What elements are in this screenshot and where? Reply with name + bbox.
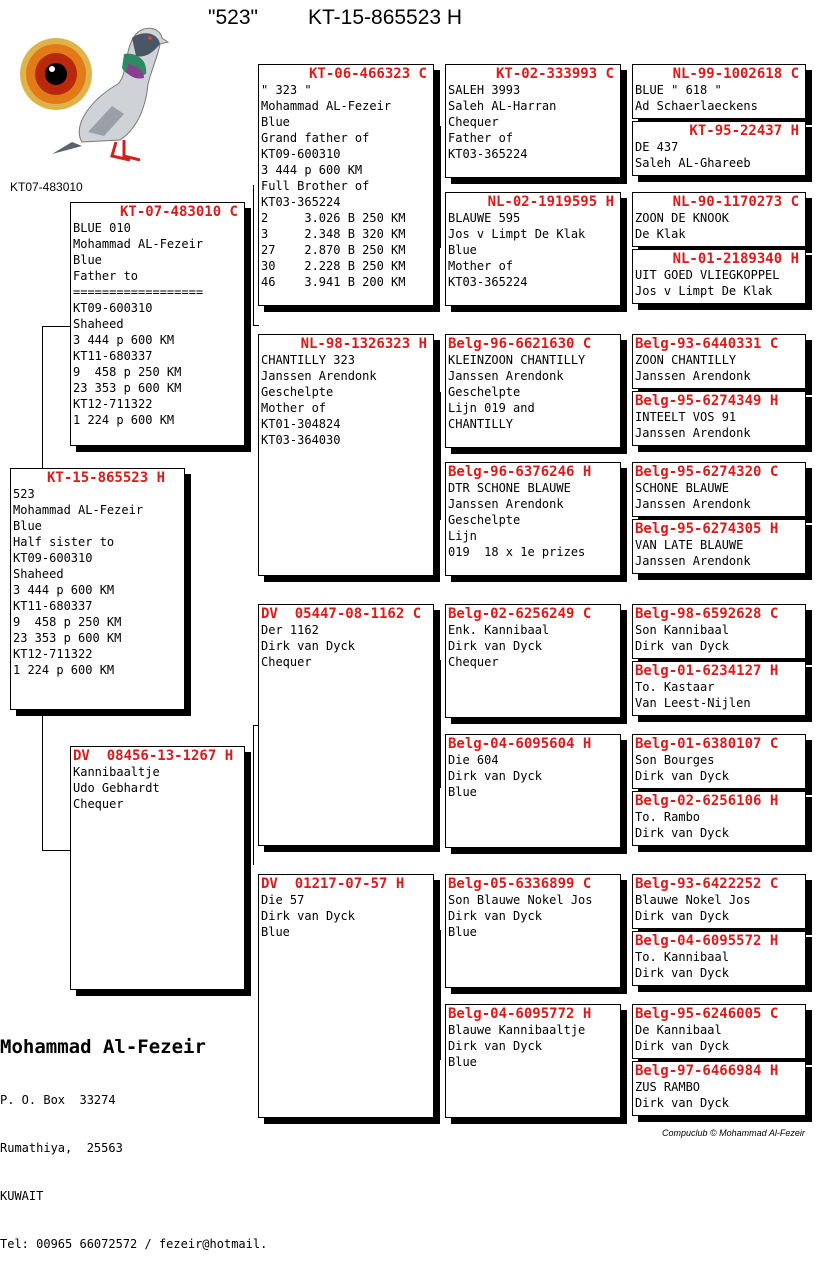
g5-card[interactable] (632, 874, 806, 929)
ring-number: Belg-96-6376246 H (448, 464, 592, 480)
connector-line (626, 634, 627, 690)
card-line: 019 18 x 1e prizes (448, 545, 586, 559)
ring-number: Belg-02-6256249 C (448, 606, 592, 622)
card-line: 9 458 p 250 KM (73, 365, 182, 379)
card-line: Dirk van Dyck (261, 639, 355, 653)
card-line: KT09-600310 (73, 301, 153, 315)
address-line: Tel: 00965 66072572 / fezeir@hotmail. (0, 1237, 268, 1251)
card-line: 2 3.026 B 250 KM (261, 211, 406, 225)
card-line: Dirk van Dyck (635, 966, 729, 980)
sire-dam-card[interactable] (258, 334, 434, 576)
ring-number: Belg-98-6592628 C (635, 606, 779, 622)
card-line: DTR SCHONE BLAUWE (448, 481, 571, 495)
card-line: 523 (13, 487, 35, 501)
card-line: Dirk van Dyck (448, 1039, 542, 1053)
card-line: Blue (13, 519, 42, 533)
card-line: Mohammad AL-Fezeir (73, 237, 204, 251)
card-line: To. Kastaar (635, 680, 715, 694)
g5-card[interactable] (632, 931, 806, 986)
card-line: Saleh AL-Ghareeb (635, 156, 751, 170)
card-line: De Kannibaal (635, 1023, 722, 1037)
card-line: CHANTILLY 323 (261, 353, 355, 367)
card-line: ================== (73, 285, 204, 299)
ring-number: Belg-02-6256106 H (635, 793, 779, 809)
card-line: Dirk van Dyck (448, 909, 542, 923)
g5-card[interactable] (632, 462, 806, 517)
card-line: BLAUWE 595 (448, 211, 521, 225)
card-line: Janssen Arendonk (635, 554, 751, 568)
card-line: SALEH 3993 (448, 83, 521, 97)
card-line: UIT GOED VLIEGKOPPEL (635, 268, 780, 282)
card-line: Dirk van Dyck (635, 639, 729, 653)
card-line: BLUE " 618 " (635, 83, 722, 97)
pigeon-photo (12, 14, 172, 166)
address-line: KUWAIT (0, 1189, 44, 1203)
g5-card[interactable] (632, 604, 806, 659)
card-line: 3 444 p 600 KM (73, 333, 175, 347)
connector-line (626, 94, 627, 150)
pigeon-name-heading: "523" (208, 6, 258, 29)
connector-line (440, 930, 441, 1060)
ring-number: Belg-93-6422252 C (635, 876, 779, 892)
subject-card[interactable] (10, 468, 185, 710)
address-line: P. O. Box 33274 (0, 1093, 116, 1107)
card-line: Saleh AL-Harran (448, 99, 557, 113)
card-line: Lijn 019 and (448, 401, 535, 415)
card-line: Mohammad AL-Fezeir (261, 99, 392, 113)
card-line: KT03-365224 (448, 275, 528, 289)
card-line: Father to (73, 269, 139, 283)
ring-number: NL-98-1326323 H (300, 336, 427, 352)
card-line: Chequer (73, 797, 124, 811)
dsd-card[interactable] (445, 734, 621, 848)
card-line: De Klak (635, 227, 686, 241)
ring-number: DV 08456-13-1267 H (73, 748, 234, 764)
g5-card[interactable] (632, 791, 806, 846)
card-line: Mother of (261, 401, 327, 415)
card-line: Dirk van Dyck (635, 909, 729, 923)
card-line: Blauwe Nokel Jos (635, 893, 751, 907)
ring-number: Belg-01-6380107 C (635, 736, 779, 752)
g5-card[interactable] (632, 661, 806, 716)
ring-number: DV 01217-07-57 H (261, 876, 405, 892)
card-line: Geschelpte (448, 513, 521, 527)
photo-ring-label: KT07-483010 (10, 180, 83, 194)
ring-number: Belg-95-6274349 H (635, 393, 779, 409)
g5-card[interactable] (632, 334, 806, 389)
ring-number: KT-15-865523 H (47, 470, 166, 486)
card-line: Blue (448, 925, 477, 939)
ring-number: KT-06-466323 C (308, 66, 427, 82)
card-line: 9 458 p 250 KM (13, 615, 122, 629)
card-line: Jos v Limpt De Klak (448, 227, 586, 241)
dam-sire-card[interactable] (258, 604, 434, 846)
connector-line (440, 126, 441, 248)
g5-card[interactable] (632, 519, 806, 574)
connector-line (440, 392, 441, 520)
ring-number: Belg-97-6466984 H (635, 1063, 779, 1079)
ring-number: Belg-04-6095772 H (448, 1006, 592, 1022)
connector-line (253, 185, 254, 325)
card-line: Ad Schaerlaeckens (635, 99, 758, 113)
card-line: Lijn (448, 529, 477, 543)
card-line: Van Leest-Nijlen (635, 696, 751, 710)
dds-card[interactable] (445, 874, 621, 988)
card-line: Der 1162 (261, 623, 319, 637)
card-line: Blue (73, 253, 102, 267)
connector-line (42, 326, 70, 327)
g5-card[interactable] (632, 121, 806, 176)
copyright-text: Compuclub © Mohammad Al-Fezeir (662, 1128, 805, 1138)
connector-line (626, 762, 627, 818)
ring-number: Belg-05-6336899 C (448, 876, 592, 892)
card-line: Dirk van Dyck (635, 826, 729, 840)
card-line: DE 437 (635, 140, 679, 154)
address-line: Rumathiya, 25563 (0, 1141, 123, 1155)
sdd-card[interactable] (445, 462, 621, 576)
g5-card[interactable] (632, 64, 806, 119)
connector-line (42, 850, 70, 851)
ring-number: KT-02-333993 C (495, 66, 614, 82)
card-line: Son Kannibaal (635, 623, 729, 637)
card-lines (11, 486, 184, 678)
card-line: 23 353 p 600 KM (13, 631, 122, 645)
card-line: 46 3.941 B 200 KM (261, 275, 406, 289)
ring-number: NL-01-2189340 H (672, 251, 799, 267)
card-line: ZOON DE KNOOK (635, 211, 729, 225)
card-line: Blue (448, 785, 477, 799)
card-line: KT03-365224 (261, 195, 341, 209)
card-line: CHANTILLY (448, 417, 514, 431)
card-line: KLEINZOON CHANTILLY (448, 353, 586, 367)
ring-number: Belg-95-6274320 C (635, 464, 779, 480)
card-line: KT09-600310 (261, 147, 341, 161)
card-line: Shaheed (13, 567, 64, 581)
card-line: Janssen Arendonk (635, 497, 751, 511)
ring-number: Belg-95-6246005 C (635, 1006, 779, 1022)
card-line: Son Bourges (635, 753, 715, 767)
card-line: KT09-600310 (13, 551, 93, 565)
connector-line (42, 716, 43, 850)
card-line: ZUS RAMBO (635, 1080, 701, 1094)
card-line: Dirk van Dyck (448, 769, 542, 783)
g5-card[interactable] (632, 249, 806, 304)
sire-sire-card[interactable] (258, 64, 434, 306)
sss-card[interactable] (445, 64, 621, 178)
card-line: 3 2.348 B 320 KM (261, 227, 406, 241)
ring-number: KT-07-483010 C (119, 204, 238, 220)
ddd-card[interactable] (445, 1004, 621, 1118)
card-line: 1 224 p 600 KM (13, 663, 115, 677)
dss-card[interactable] (445, 604, 621, 718)
connector-line (253, 725, 254, 865)
card-line: Janssen Arendonk (635, 369, 751, 383)
card-line: Blue (261, 925, 290, 939)
ring-number: Belg-04-6095572 H (635, 933, 779, 949)
g5-card[interactable] (632, 1004, 806, 1059)
card-line: Chequer (448, 655, 499, 669)
ring-number: Belg-04-6095604 H (448, 736, 592, 752)
g5-card[interactable] (632, 192, 806, 247)
g5-card[interactable] (632, 1061, 806, 1116)
card-line: Mother of (448, 259, 514, 273)
ring-number: NL-90-1170273 C (672, 194, 799, 210)
card-line: VAN LATE BLAUWE (635, 538, 744, 552)
connector-line (253, 325, 259, 326)
card-line: 30 2.228 B 250 KM (261, 259, 406, 273)
card-line: Dirk van Dyck (261, 909, 355, 923)
card-line: Janssen Arendonk (261, 369, 377, 383)
card-line: 23 353 p 600 KM (73, 381, 182, 395)
card-line: SCHONE BLAUWE (635, 481, 729, 495)
card-line: 1 224 p 600 KM (73, 413, 175, 427)
sire-card[interactable] (70, 202, 245, 446)
card-line: KT01-304824 (261, 417, 341, 431)
card-line: " 323 " (261, 83, 312, 97)
card-line: INTEELT VOS 91 (635, 410, 737, 424)
pigeon-ring-heading: KT-15-865523 H (308, 6, 463, 29)
card-line: Chequer (261, 655, 312, 669)
card-line: Dirk van Dyck (448, 639, 542, 653)
card-line: Kannibaaltje (73, 765, 160, 779)
card-line: Dirk van Dyck (635, 1039, 729, 1053)
card-line: Blauwe Kannibaaltje (448, 1023, 586, 1037)
card-line: Geschelpte (448, 385, 521, 399)
card-line: Mohammad AL-Fezeir (13, 503, 144, 517)
g5-card[interactable] (632, 391, 806, 446)
card-line: Janssen Arendonk (448, 369, 564, 383)
card-line: Grand father of (261, 131, 370, 145)
eye-image (20, 38, 92, 110)
card-line: Janssen Arendonk (635, 426, 751, 440)
dam-card[interactable] (70, 746, 245, 990)
ring-number: NL-02-1919595 H (487, 194, 614, 210)
card-line: ZOON CHANTILLY (635, 353, 737, 367)
card-line: Blue (448, 1055, 477, 1069)
card-line: KT11-680337 (13, 599, 93, 613)
card-line: Chequer (448, 115, 499, 129)
ring-number: Belg-96-6621630 C (448, 336, 592, 352)
card-line: To. Rambo (635, 810, 701, 824)
ring-number: Belg-01-6234127 H (635, 663, 779, 679)
card-line: Dirk van Dyck (635, 769, 729, 783)
connector-line (42, 326, 43, 468)
card-line: Enk. Kannibaal (448, 623, 550, 637)
connector-line (626, 1034, 627, 1090)
ring-number: NL-99-1002618 C (672, 66, 799, 82)
card-line: Son Blauwe Nokel Jos (448, 893, 593, 907)
card-line: KT12-711322 (13, 647, 93, 661)
ssd-card[interactable] (445, 192, 621, 306)
card-line: Shaheed (73, 317, 124, 331)
card-line: Blue (261, 115, 290, 129)
ring-number: KT-95-22437 H (689, 123, 799, 139)
card-line: Jos v Limpt De Klak (635, 284, 773, 298)
card-line: Half sister to (13, 535, 115, 549)
dam-dam-card[interactable] (258, 874, 434, 1118)
connector-line (626, 222, 627, 278)
card-line: Janssen Arendonk (448, 497, 564, 511)
card-line: 3 444 p 600 KM (261, 163, 363, 177)
ring-number: DV 05447-08-1162 C (261, 606, 422, 622)
card-line: KT11-680337 (73, 349, 153, 363)
g5-card[interactable] (632, 734, 806, 789)
ring-number: Belg-95-6274305 H (635, 521, 779, 537)
connector-line (626, 364, 627, 420)
card-line: KT03-365224 (448, 147, 528, 161)
connector-line (626, 904, 627, 960)
card-line: Udo Gebhardt (73, 781, 160, 795)
connector-line (440, 660, 441, 788)
card-line: Die 57 (261, 893, 305, 907)
card-line: BLUE 010 (73, 221, 131, 235)
sds-card[interactable] (445, 334, 621, 448)
card-line: KT03-364030 (261, 433, 341, 447)
owner-name: Mohammad Al-Fezeir (0, 1036, 206, 1058)
owner-address (0, 1060, 267, 1268)
card-line: 27 2.870 B 250 KM (261, 243, 406, 257)
card-line: KT12-711322 (73, 397, 153, 411)
card-line: Dirk van Dyck (635, 1096, 729, 1110)
card-line: Father of (448, 131, 514, 145)
card-line: Blue (448, 243, 477, 257)
ring-number: Belg-93-6440331 C (635, 336, 779, 352)
connector-line (626, 492, 627, 548)
card-line: Full Brother of (261, 179, 370, 193)
card-line: To. Kannibaal (635, 950, 729, 964)
card-line: Die 604 (448, 753, 499, 767)
card-line: Geschelpte (261, 385, 334, 399)
card-line: 3 444 p 600 KM (13, 583, 115, 597)
